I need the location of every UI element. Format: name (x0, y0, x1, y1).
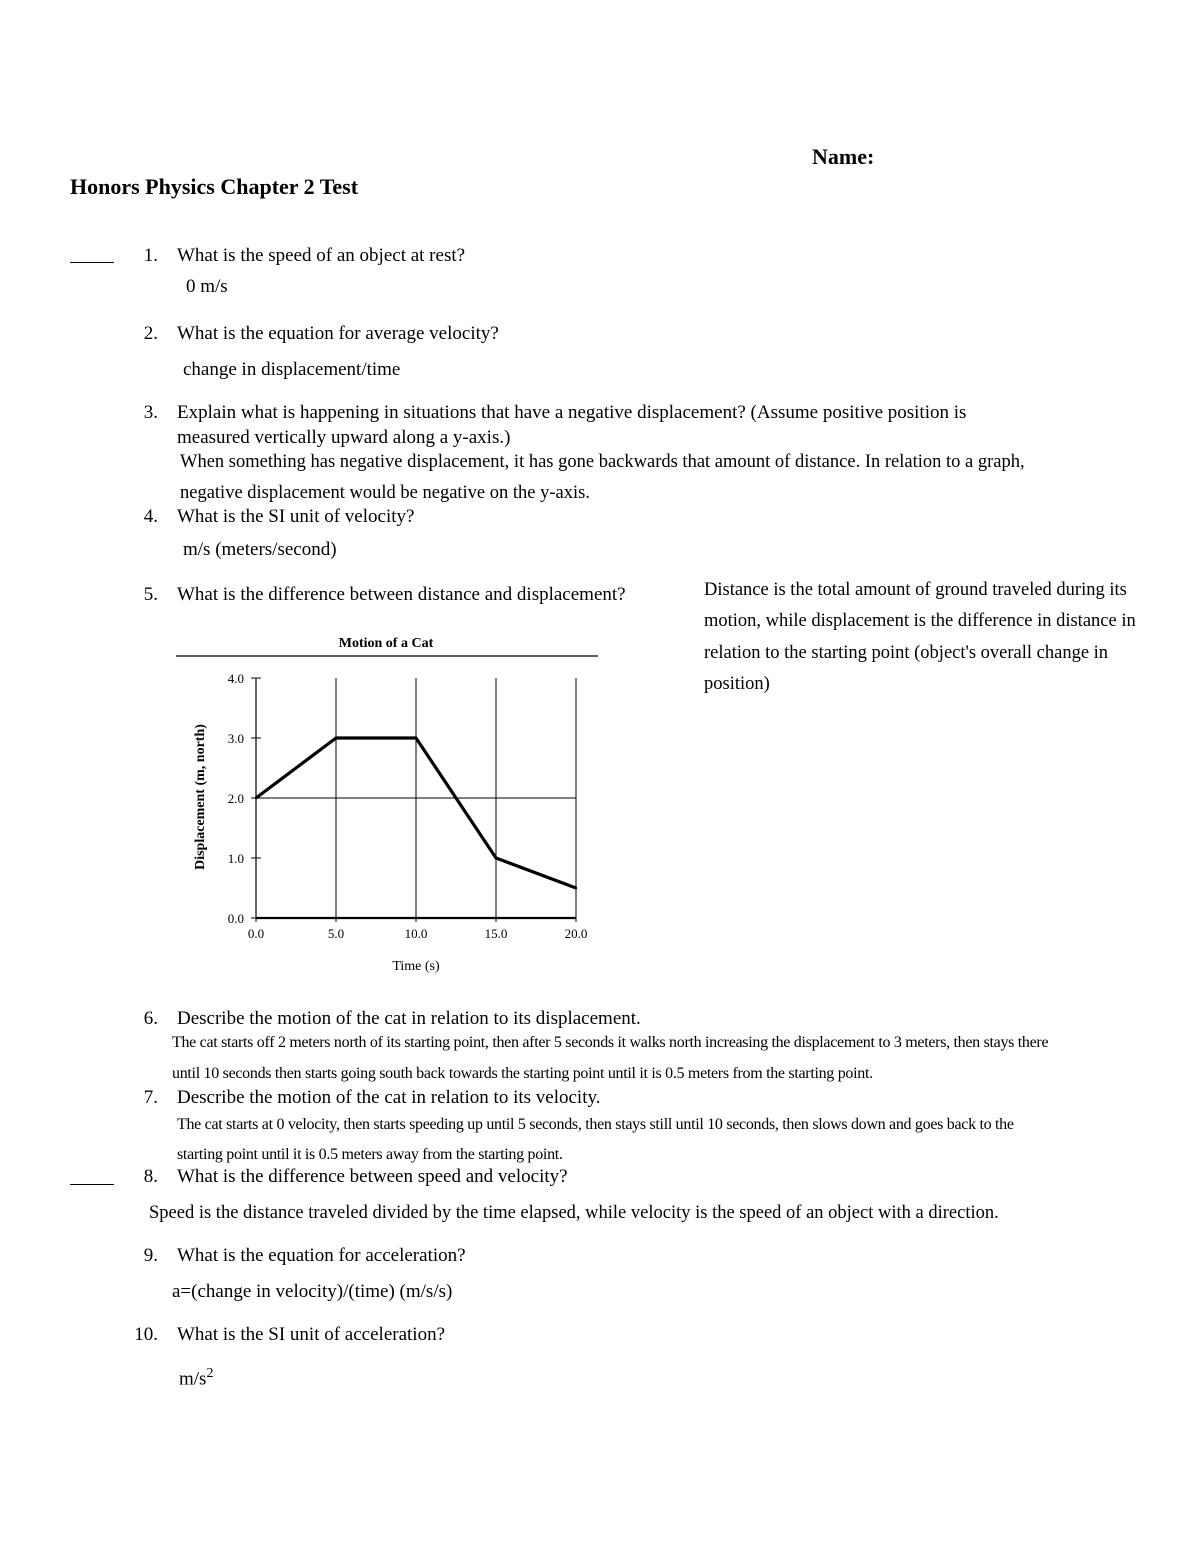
answer-text: Speed is the distance traveled divided by the time elapsed, while velocity is the speed of an object with a direction. (149, 1203, 999, 1223)
motion-chart (168, 625, 608, 985)
question-text: What is the equation for average velocity? (177, 323, 499, 344)
y-tick-label: 0.0 (227, 911, 244, 926)
question-text: Describe the motion of the cat in relation to its velocity. (177, 1087, 601, 1108)
chart-grid (256, 678, 576, 918)
question-text: measured vertically upward along a y-axis.) (177, 427, 511, 448)
question-number: 7. (143, 1087, 158, 1108)
answer-text: until 10 seconds then starts going south back towards the starting point until it is 0.5 meters from the starting point. (172, 1065, 873, 1082)
answer-text: a=(change in velocity)/(time) (m/s/s) (172, 1281, 453, 1302)
answer-superscript: 2 (206, 1366, 214, 1381)
y-tick-label: 3.0 (227, 731, 244, 746)
x-tick-label: 10.0 (404, 926, 428, 941)
question-text: Describe the motion of the cat in relation to its displacement. (177, 1008, 641, 1029)
x-tick-label: 0.0 (247, 926, 265, 941)
question-text: What is the difference between distance and displacement? (177, 584, 626, 605)
y-axis-label: Displacement (m, north) (193, 724, 208, 870)
question-text: What is the SI unit of acceleration? (177, 1324, 446, 1345)
question-text: What is the SI unit of velocity? (177, 506, 415, 527)
answer-text: The cat starts at 0 velocity, then starts speeding up until 5 seconds, then stays still until 10 seconds, then slows down and goes back to the (177, 1116, 1014, 1133)
x-tick-label: 5.0 (327, 926, 345, 941)
question-number: 1. (143, 245, 158, 266)
question-text: What is the speed of an object at rest? (177, 245, 466, 266)
y-tick-label: 4.0 (227, 671, 244, 686)
question-number: 2. (143, 323, 158, 344)
data-point (335, 737, 337, 739)
chart-ticks (228, 671, 588, 941)
answer-blank-1[interactable] (70, 262, 114, 263)
answer-text: negative displacement would be negative on the y-axis. (180, 483, 590, 503)
question-number: 5. (143, 584, 158, 605)
x-tick-label: 15.0 (484, 926, 508, 941)
question-text: What is the equation for acceleration? (177, 1245, 466, 1266)
question-number: 8. (143, 1166, 158, 1187)
answer-text: Distance is the total amount of ground traveled during its (704, 580, 1127, 600)
question-number: 4. (143, 506, 158, 527)
x-axis-label: Time (s) (392, 959, 440, 974)
answer-text (179, 1366, 213, 1390)
answer-text: relation to the starting point (object's overall change in (704, 643, 1109, 663)
data-point (255, 797, 257, 799)
x-tick-label: 20.0 (564, 926, 588, 941)
page-title: Honors Physics Chapter 2 Test (70, 174, 359, 199)
answer-text: When something has negative displacement, it has gone backwards that amount of distance. In relation to a graph, (180, 452, 1025, 472)
answer-text: motion, while displacement is the difference in distance in (704, 611, 1136, 631)
name-label: Name: (812, 144, 875, 169)
chart-title: Motion of a Cat (338, 636, 434, 651)
answer-text: 0 m/s (186, 276, 228, 297)
data-point (575, 887, 577, 889)
question-text: Explain what is happening in situations that have a negative displacement? (Assume positive position is (177, 402, 967, 423)
question-number: 6. (143, 1008, 158, 1029)
data-point (495, 857, 497, 859)
question-number: 3. (143, 402, 158, 423)
answer-text: The cat starts off 2 meters north of its starting point, then after 5 seconds it walks north increasing the displacement to 3 meters, then stays there (172, 1034, 1049, 1051)
answer-blank-8[interactable] (70, 1184, 114, 1185)
question-number: 10. (134, 1324, 158, 1345)
answer-text: change in displacement/time (183, 359, 401, 380)
y-tick-label: 1.0 (227, 851, 244, 866)
answer-text: starting point until it is 0.5 meters away from the starting point. (177, 1146, 563, 1163)
answer-text: m/s (meters/second) (183, 539, 337, 560)
question-number: 9. (143, 1245, 158, 1266)
answer-base: m/s (179, 1368, 207, 1390)
answer-text: position) (704, 674, 770, 694)
data-point (415, 737, 417, 739)
question-text: What is the difference between speed and velocity? (177, 1166, 568, 1187)
y-tick-label: 2.0 (227, 791, 244, 806)
